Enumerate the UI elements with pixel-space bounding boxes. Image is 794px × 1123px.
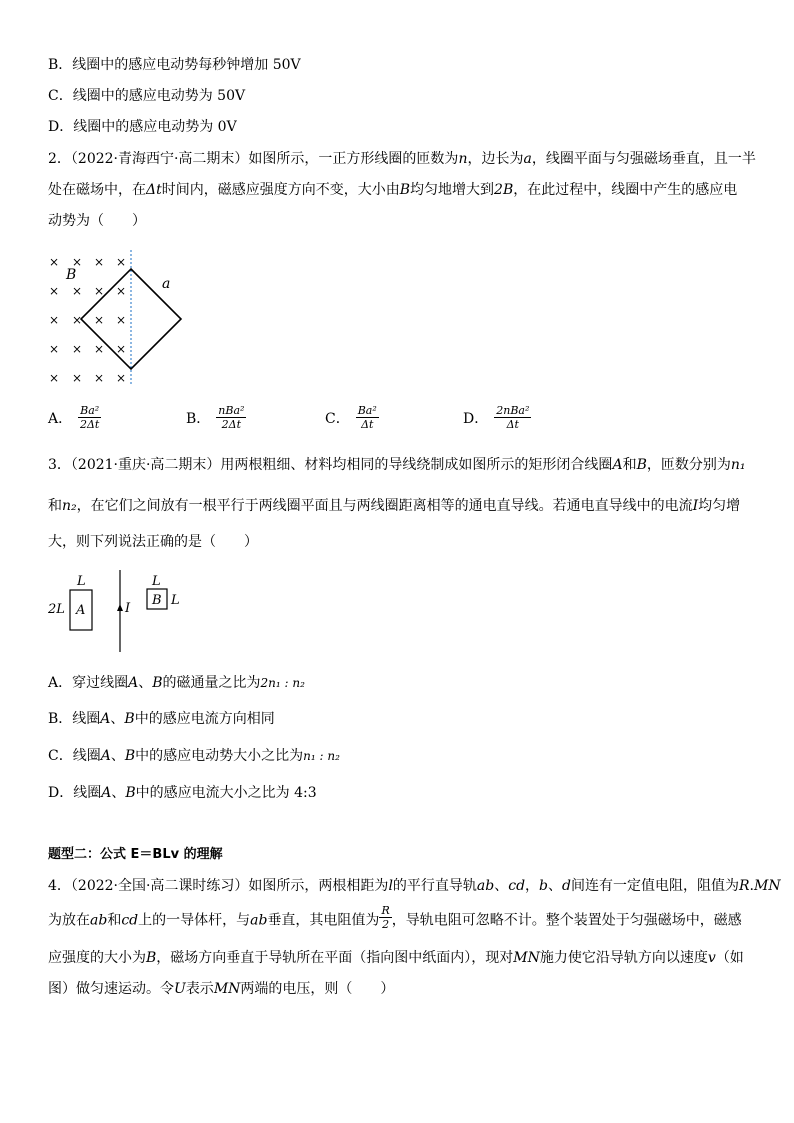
q2-option-a: A． $\frac{\text{Ba²}}{2\Delta t}$	[48, 404, 100, 431]
q4-stem-line4: 图）做匀速运动。令U表示MN两端的电压，则（ ）	[48, 981, 395, 997]
q3-label-I: I	[125, 601, 131, 616]
q3-option-b: B．线圈A、B中的感应电流方向相同	[48, 711, 275, 727]
q1-option-d: D．线圈中的感应电动势为 0V	[48, 119, 237, 135]
field-cross: ×	[115, 371, 127, 385]
field-cross: ×	[48, 371, 60, 385]
field-cross: ×	[48, 342, 60, 356]
field-cross: ×	[93, 313, 105, 327]
field-cross: ×	[48, 313, 60, 327]
field-cross: ×	[93, 371, 105, 385]
field-cross: ×	[48, 284, 60, 298]
section-heading: 题型二：公式 E＝BLv 的理解	[48, 847, 223, 862]
q4-stem-line2: 为放在ab和cd上的一导体杆，与ab垂直，其电阻值为 $\frac{R}{2}$ ，导轨电阻可忽略不计。整个装置处于匀强磁场中，磁感	[48, 904, 742, 931]
field-cross: ×	[71, 313, 83, 327]
q3-label-L-B: L	[152, 574, 161, 589]
q2-stem-line1: 2．（2022·青海西宁·高二期末）如图所示，一正方形线圈的匝数为n，边长为a，线圈平面与匀强磁场垂直，且一半	[48, 151, 756, 167]
q2-option-d: D． $\frac{\text{2nBa²}}{\Delta t}$	[463, 404, 530, 431]
field-cross: ×	[93, 255, 105, 269]
field-cross: ×	[115, 255, 127, 269]
q2-figure	[40, 248, 200, 388]
q2-label-a: a	[162, 276, 171, 292]
field-cross: ×	[71, 284, 83, 298]
field-cross: ×	[71, 255, 83, 269]
q3-label-2L: 2L	[48, 602, 65, 617]
q3-label-L-A: L	[77, 574, 86, 589]
q3-label-B: B	[152, 593, 162, 608]
field-cross: ×	[93, 284, 105, 298]
q1-option-b: B．线圈中的感应电动势每秒钟增加 50V	[48, 57, 301, 73]
field-cross: ×	[115, 342, 127, 356]
q3-stem-line3: 大，则下列说法正确的是（ ）	[48, 534, 258, 550]
field-cross: ×	[71, 371, 83, 385]
q3-option-c: C．线圈A、B中的感应电动势大小之比为n₁ : n₂	[48, 748, 340, 764]
q3-stem-line1: 3．（2021·重庆·高二期末）用两根粗细、材料均相同的导线绕制成如图所示的矩形闭合线圈A和B，匝数分别为n₁	[48, 457, 746, 473]
q3-option-a: A．穿过线圈A、B的磁通量之比为2n₁ : n₂	[48, 675, 305, 691]
field-cross: ×	[48, 255, 60, 269]
q3-figure	[44, 568, 204, 654]
q3-option-d: D．线圈A、B中的感应电流大小之比为 4:3	[48, 785, 317, 801]
q2-label-B: B	[66, 267, 77, 283]
q3-stem-line2: 和n₂，在它们之间放有一根平行于两线圈平面且与两线圈距离相等的通电直导线。若通电直导线中的电流I均匀增	[48, 498, 741, 514]
field-cross: ×	[71, 342, 83, 356]
q3-label-L-side: L	[171, 593, 180, 608]
q4-stem-line3: 应强度的大小为B，磁场方向垂直于导轨所在平面（指向图中纸面内），现对MN施力使它沿导轨方向以速度v（如	[48, 950, 744, 966]
q3-current-arrow	[117, 604, 123, 611]
q2-stem-line2: 处在磁场中，在Δt时间内，磁感应强度方向不变，大小由B均匀地增大到2B，在此过程中，线圈中产生的感应电	[48, 182, 738, 198]
q3-label-A: A	[76, 603, 86, 618]
q2-option-b: B． $\frac{\text{nBa²}}{2\Delta t}$	[186, 404, 245, 431]
q4-stem-line1: 4．（2022·全国·高二课时练习）如图所示，两根相距为l的平行直导轨ab、cd，b、d间连有一定值电阻，阻值为R.MN	[48, 878, 781, 894]
q2-option-c: C． $\frac{\text{Ba²}}{\Delta t}$	[325, 404, 377, 431]
q1-option-c: C．线圈中的感应电动势为 50V	[48, 88, 246, 104]
field-cross: ×	[93, 342, 105, 356]
field-cross: ×	[115, 284, 127, 298]
q2-stem-line3: 动势为（ ）	[48, 213, 146, 229]
field-cross: ×	[115, 313, 127, 327]
